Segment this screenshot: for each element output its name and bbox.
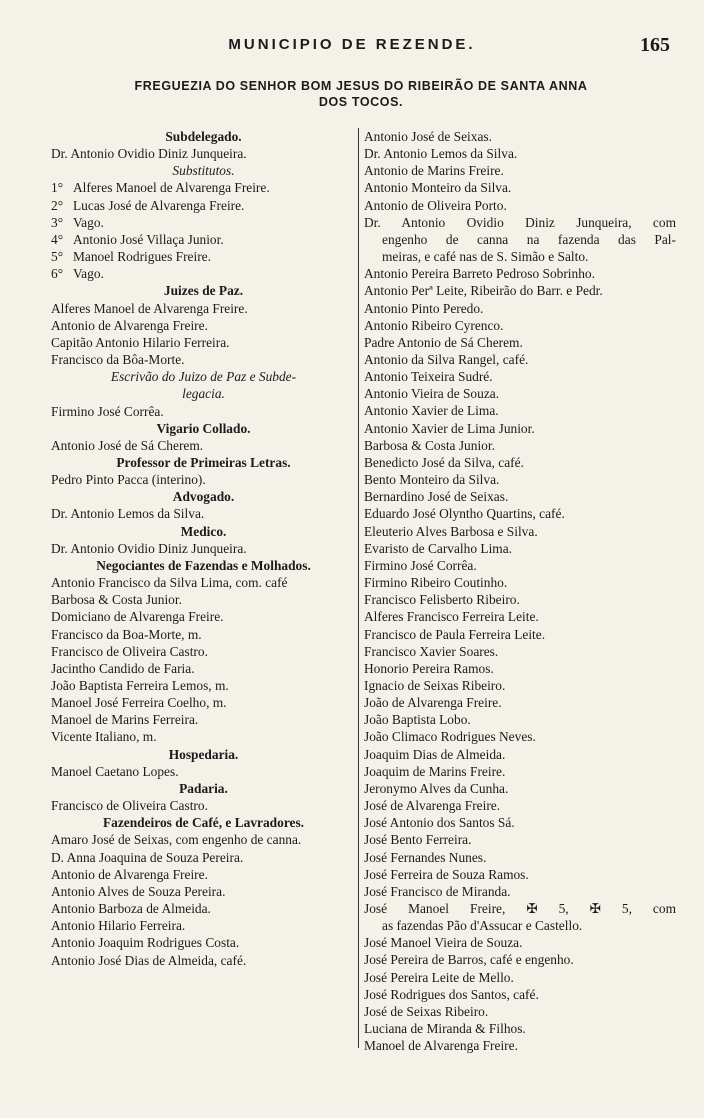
column-divider	[358, 128, 359, 1048]
list-item: Antonio Teixeira Sudré.	[364, 369, 493, 385]
list-item: Antonio José de Seixas.	[364, 129, 492, 144]
list-item: 5° Manoel Rodrigues Freire.	[51, 249, 211, 265]
list-item: Antonio Barboza de Almeida.	[51, 901, 211, 917]
section-title-line-2: DOS TOCOS.	[318, 95, 404, 109]
list-item: Luciana de Miranda & Filhos.	[364, 1021, 526, 1037]
list-item: Antonio de Alvarenga Freire.	[51, 866, 208, 882]
section-title-line-1: FREGUEZIA DO SENHOR BOM JESUS DO RIBEIRÃO DE SANTA ANNA	[134, 79, 588, 93]
list-item: Antonio Perª Leite, Ribeirão do Barr. e Pedr.	[364, 283, 603, 299]
list-item: José Fernandes Nunes.	[364, 849, 487, 865]
list-item: Antonio Hilario Ferreira.	[51, 918, 186, 934]
list-item-continuation: engenho de canna na fazenda das Pal-	[382, 231, 676, 247]
list-item: Manoel de Marins Ferreira.	[51, 712, 199, 728]
list-item: Barbosa & Costa Junior.	[51, 592, 182, 608]
juizes-heading: Juizes de Paz.	[163, 283, 244, 299]
escrivao-heading-2: legacia.	[182, 386, 225, 402]
list-item: Francisco da Boa-Morte, m.	[51, 626, 202, 642]
list-item: Barbosa & Costa Junior.	[364, 437, 495, 453]
list-item: José Francisco de Miranda.	[364, 883, 511, 899]
list-item: Alferes Francisco Ferreira Leite.	[364, 609, 539, 625]
vigario-name: Antonio José de Sá Cherem.	[51, 437, 204, 453]
list-item: Joaquim Dias de Almeida.	[364, 746, 506, 762]
list-item: Francisco de Oliveira Castro.	[51, 643, 208, 659]
list-item: Antonio Vieira de Souza.	[364, 386, 500, 402]
list-item: Antonio Joaquim Rodrigues Costa.	[51, 935, 240, 951]
list-item: Alferes Manoel de Alvarenga Freire.	[51, 300, 248, 316]
list-item: José Manoel Vieira de Souza.	[364, 935, 523, 951]
list-item: Amaro José de Seixas, com engenho de canna.	[51, 832, 302, 848]
list-item: Antonio de Marins Freire.	[364, 163, 504, 179]
list-item: D. Anna Joaquina de Souza Pereira.	[51, 849, 244, 865]
list-item: Benedicto José da Silva, café.	[364, 454, 524, 470]
list-item: Evaristo de Carvalho Lima.	[364, 540, 512, 556]
fazendeiros-heading: Fazendeiros de Café, e Lavradores.	[102, 815, 305, 831]
list-item: Bernardino José de Seixas.	[364, 489, 509, 505]
list-item: Joaquim de Marins Freire.	[364, 763, 506, 779]
list-item: Ignacio de Seixas Ribeiro.	[364, 677, 506, 693]
list-item: Capitão Antonio Hilario Ferreira.	[51, 334, 230, 350]
subdelegado-name: Dr. Antonio Ovidio Diniz Junqueira.	[51, 146, 247, 162]
running-title: MUNICIPIO DE REZENDE.	[228, 36, 476, 53]
list-item-continuation: meiras, e café nas de S. Simão e Salto.	[382, 249, 589, 265]
list-item: Francisco Xavier Soares.	[364, 643, 499, 659]
list-item: Jeronymo Alves da Cunha.	[364, 780, 509, 796]
list-item-continuation: as fazendas Pão d'Assucar e Castello.	[382, 918, 583, 934]
negociantes-heading: Negociantes de Fazendas e Molhados.	[96, 557, 311, 573]
list-item: Antonio Ribeiro Cyrenco.	[364, 317, 504, 333]
list-item: Antonio Francisco da Silva Lima, com. café	[51, 575, 288, 591]
list-item: José Pereira de Barros, café e engenho.	[364, 952, 574, 968]
list-item: Francisco Felisberto Ribeiro.	[364, 592, 520, 608]
page-number: 165	[640, 34, 670, 56]
list-item: Dr. Antonio Lemos da Silva.	[364, 146, 518, 162]
left-column	[51, 128, 356, 969]
list-item: João Baptista Ferreira Lemos, m.	[51, 678, 229, 693]
hospedaria-heading: Hospedaria.	[168, 746, 239, 762]
list-item: Francisco da Bôa-Morte.	[51, 352, 185, 368]
advogado-heading: Advogado.	[172, 489, 235, 505]
escrivao-name: Firmino José Corrêa.	[51, 403, 164, 419]
list-item: Antonio Alves de Souza Pereira.	[51, 883, 226, 899]
list-item: Domiciano de Alvarenga Freire.	[51, 609, 224, 625]
list-item: 2° Lucas José de Alvarenga Freire.	[51, 197, 245, 213]
advogado-name: Dr. Antonio Lemos da Silva.	[51, 506, 205, 522]
list-item: José Bento Ferreira.	[364, 832, 472, 848]
vigario-heading: Vigario Collado.	[156, 420, 251, 436]
list-item: Antonio Pereira Barreto Pedroso Sobrinho.	[364, 266, 595, 282]
list-item: João Baptista Lobo.	[364, 712, 471, 728]
list-item: Antonio Pinto Peredo.	[364, 300, 484, 316]
list-item: 1° Alferes Manoel de Alvarenga Freire.	[51, 180, 270, 196]
padaria-heading: Padaria.	[179, 780, 228, 796]
list-item: Manoel José Ferreira Coelho, m.	[51, 695, 227, 711]
medico-name: Dr. Antonio Ovidio Diniz Junqueira.	[51, 540, 247, 556]
list-item: 4° Antonio José Villaça Junior.	[51, 231, 224, 247]
hospedaria-name: Manoel Caetano Lopes.	[51, 763, 179, 779]
page-header	[0, 34, 704, 64]
list-item: Bento Monteiro da Silva.	[364, 472, 500, 488]
list-item: Dr. Antonio Ovidio Diniz Junqueira, com	[364, 214, 676, 230]
list-item: Firmino José Corrêa.	[364, 557, 477, 573]
list-item: Francisco de Paula Ferreira Leite.	[364, 626, 546, 642]
list-item: Eleuterio Alves Barbosa e Silva.	[364, 523, 538, 539]
list-item: João Climaco Rodrigues Neves.	[364, 729, 536, 745]
subdelegado-heading: Subdelegado.	[165, 129, 242, 144]
list-item: Antonio de Alvarenga Freire.	[51, 317, 208, 333]
list-item: Antonio Xavier de Lima Junior.	[364, 420, 535, 436]
section-title	[46, 78, 676, 110]
list-item: Antonio Xavier de Lima.	[364, 403, 499, 419]
professor-name: Pedro Pinto Pacca (interino).	[51, 472, 206, 488]
list-item: Vicente Italiano, m.	[51, 729, 157, 745]
list-item: João de Alvarenga Freire.	[364, 695, 502, 711]
list-item: Padre Antonio de Sá Cherem.	[364, 334, 523, 350]
list-item: Honorio Pereira Ramos.	[364, 660, 494, 676]
list-item: José de Alvarenga Freire.	[364, 798, 501, 814]
list-item: Antonio da Silva Rangel, café.	[364, 352, 529, 367]
substitutos-heading: Substitutos.	[172, 163, 235, 179]
medico-heading: Medico.	[180, 523, 227, 539]
list-item: José Manoel Freire, ✠ 5, ✠ 5, com	[364, 901, 676, 916]
list-item: Manoel de Alvarenga Freire.	[364, 1038, 518, 1054]
list-item: Firmino Ribeiro Coutinho.	[364, 575, 508, 591]
list-item: José Antonio dos Santos Sá.	[364, 815, 515, 831]
padaria-name: Francisco de Oliveira Castro.	[51, 798, 208, 814]
list-item: José de Seixas Ribeiro.	[364, 1003, 489, 1019]
professor-heading: Professor de Primeiras Letras.	[116, 454, 291, 470]
list-item: José Rodrigues dos Santos, café.	[364, 986, 539, 1002]
list-item: Antonio Monteiro da Silva.	[364, 180, 512, 196]
list-item: Eduardo José Olyntho Quartins, café.	[364, 506, 565, 522]
list-item: Antonio José Dias de Almeida, café.	[51, 952, 247, 968]
right-column	[364, 128, 676, 1054]
list-item: 3° Vago.	[51, 214, 104, 230]
list-item: 6° Vago.	[51, 266, 104, 282]
list-item: Jacintho Candido de Faria.	[51, 660, 195, 676]
list-item: José Ferreira de Souza Ramos.	[364, 866, 529, 882]
escrivao-heading-1: Escrivão do Juizo de Paz e Subde-	[110, 369, 297, 385]
list-item: Antonio de Oliveira Porto.	[364, 197, 507, 213]
list-item: José Pereira Leite de Mello.	[364, 969, 514, 985]
